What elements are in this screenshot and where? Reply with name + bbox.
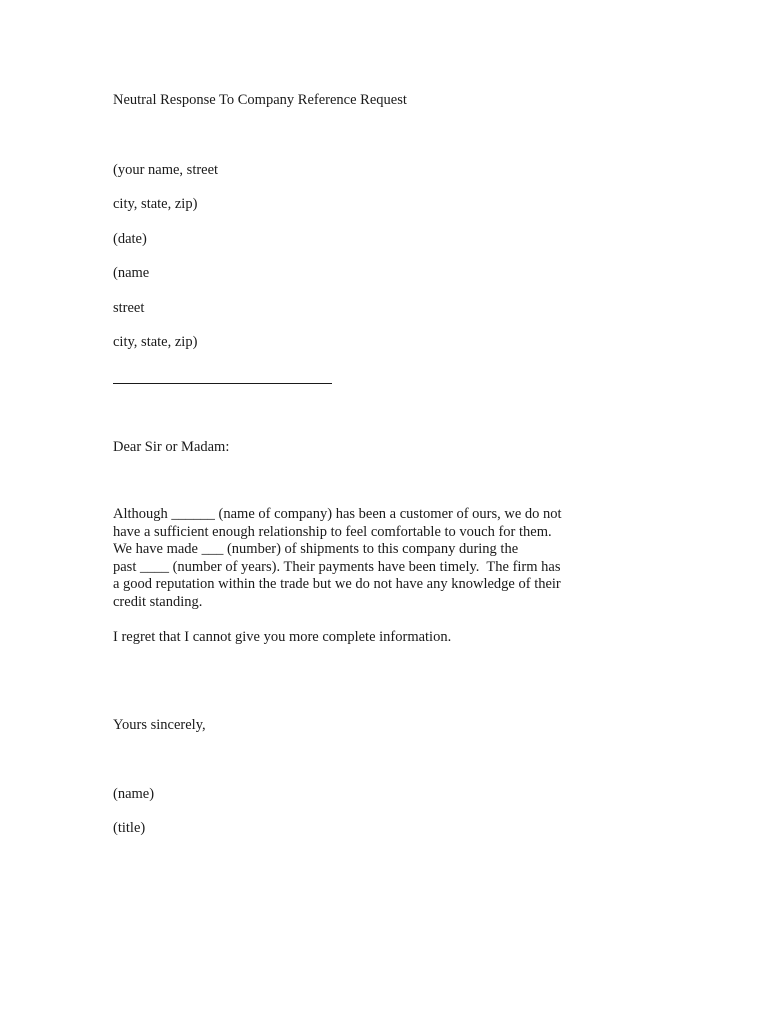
body-paragraph-line: Although ______ (name of company) has been a customer of ours, we do not [113,506,562,522]
document-title: Neutral Response To Company Reference Request [113,92,407,108]
body-paragraph-line: past ____ (number of years). Their payments have been timely. The firm has [113,558,561,575]
sender-name-street: (your name, street [113,162,219,178]
valediction: Yours sincerely, [113,717,206,733]
letter-date: (date) [113,231,147,247]
body-paragraph-line: have a sufficient enough relationship to feel comfortable to vouch for them. [113,523,552,540]
closing-paragraph: I regret that I cannot give you more complete information. [113,629,452,645]
salutation: Dear Sir or Madam: [113,439,230,455]
body-paragraph-line: a good reputation within the trade but we do not have any knowledge of their [113,576,561,593]
recipient-street: street [113,300,145,316]
body-paragraph [113,506,593,612]
recipient-name: (name [113,265,150,281]
sender-city-state-zip: city, state, zip) [113,196,198,212]
signer-name: (name) [113,786,155,802]
body-paragraph-line: We have made ___ (number) of shipments to this company during the [113,541,519,558]
recipient-city-state-zip: city, state, zip) [113,334,198,350]
signer-title: (title) [113,820,146,836]
body-paragraph-line: credit standing. [113,593,203,610]
address-divider-rule [113,383,332,384]
